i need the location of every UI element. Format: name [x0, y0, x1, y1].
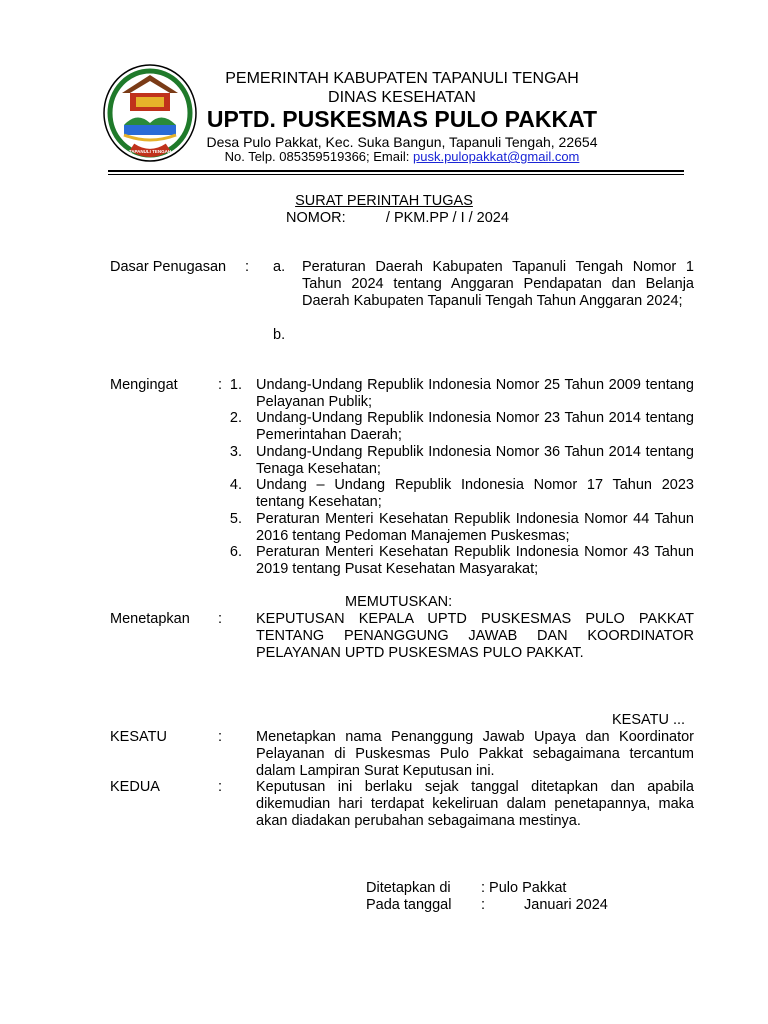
document-number: NOMOR: / PKM.PP / I / 2024 [286, 210, 509, 226]
tanggal-label: Pada tanggal [366, 897, 452, 913]
mengingat-item-2: Undang-Undang Republik Indonesia Nomor 23 Tahun 2014 tentang Pemerintahan Daerah; [256, 410, 694, 443]
header-phone: No. Telp. 085359519366; Email: [224, 149, 413, 164]
kedua-text: Keputusan ini berlaku sejak tanggal ditetapkan dan apabila dikemudian hari terdapat kekeliruan dalam penetapannya, maka akan diadakan perubahan sebagaimana mestinya. [256, 779, 694, 829]
menetapkan-colon: : [218, 611, 223, 627]
ditetapkan-label: Ditetapkan di [366, 880, 451, 896]
mengingat-marker-2: 2. [229, 410, 242, 426]
mengingat-item-3: Undang-Undang Republik Indonesia Nomor 36 Tahun 2014 tentang Tenaga Kesehatan; [256, 444, 694, 477]
mengingat-colon: : [218, 377, 223, 393]
tanggal-colon: : [481, 897, 486, 913]
kedua-label: KEDUA [110, 779, 160, 795]
mengingat-marker-6: 6. [229, 544, 242, 560]
mengingat-marker-5: 5. [229, 511, 242, 527]
mengingat-marker-4: 4. [229, 477, 242, 493]
kesatu-colon: : [218, 729, 223, 745]
dasar-colon: : [245, 259, 250, 275]
svg-text:TAPANULI TENGAH: TAPANULI TENGAH [128, 149, 172, 154]
mengingat-item-5: Peraturan Menteri Kesehatan Republik Indonesia Nomor 44 Tahun 2016 tentang Pedoman Manajemen Puskesmas; [256, 511, 694, 544]
ditetapkan-value: : Pulo Pakkat [481, 880, 567, 896]
mengingat-marker-3: 3. [229, 444, 242, 460]
continuation-marker: KESATU ... [612, 712, 686, 728]
kedua-colon: : [218, 779, 223, 795]
regency-logo-icon [102, 63, 198, 167]
dasar-marker-b: b. [273, 327, 286, 343]
menetapkan-text: KEPUTUSAN KEPALA UPTD PUSKESMAS PULO PAKKAT TENTANG PENANGGUNG JAWAB DAN KOORDINATOR PELAYANAN UPTD PUSKESMAS PULO PAKKAT. [256, 611, 694, 661]
document-title: SURAT PERINTAH TUGAS [295, 193, 473, 209]
menetapkan-label: Menetapkan [110, 611, 190, 627]
header-institution-name: UPTD. PUSKESMAS PULO PAKKAT [206, 106, 598, 132]
header-rule-thick [108, 170, 684, 172]
header-government-line: PEMERINTAH KABUPATEN TAPANULI TENGAH [225, 70, 579, 87]
dasar-marker-a: a. [273, 259, 286, 275]
header-email-link[interactable]: pusk.pulopakkat@gmail.com [413, 149, 580, 164]
tanggal-value: Januari 2024 [524, 897, 608, 913]
header-address: Desa Pulo Pakkat, Kec. Suka Bangun, Tapanuli Tengah, 22654 [206, 134, 598, 150]
mengingat-marker-1: 1. [229, 377, 242, 393]
memutuskan-heading: MEMUTUSKAN: [345, 594, 453, 610]
header-rule-thin [108, 174, 684, 175]
kesatu-label: KESATU [110, 729, 167, 745]
mengingat-item-1: Undang-Undang Republik Indonesia Nomor 25 Tahun 2009 tentang Pelayanan Publik; [256, 377, 694, 410]
kesatu-text: Menetapkan nama Penanggung Jawab Upaya dan Koordinator Pelayanan di Puskesmas Pulo Pakkat sebagaimana tercantum dalam Lampiran Surat Keputusan ini. [256, 729, 694, 779]
header-department-line: DINAS KESEHATAN [328, 89, 476, 106]
dasar-item-a: Peraturan Daerah Kabupaten Tapanuli Tengah Nomor 1 Tahun 2024 tentang Anggaran Pendapatan dan Belanja Daerah Kabupaten Tapanuli Tengah Tahun Anggaran 2024; [302, 259, 694, 309]
mengingat-item-4: Undang – Undang Republik Indonesia Nomor 17 Tahun 2023 tentang Kesehatan; [256, 477, 694, 510]
mengingat-label: Mengingat [110, 377, 178, 393]
dasar-label: Dasar Penugasan [110, 259, 227, 275]
mengingat-item-6: Peraturan Menteri Kesehatan Republik Indonesia Nomor 43 Tahun 2019 tentang Pusat Kesehatan Masyarakat; [256, 544, 694, 577]
header-contact [200, 149, 604, 164]
